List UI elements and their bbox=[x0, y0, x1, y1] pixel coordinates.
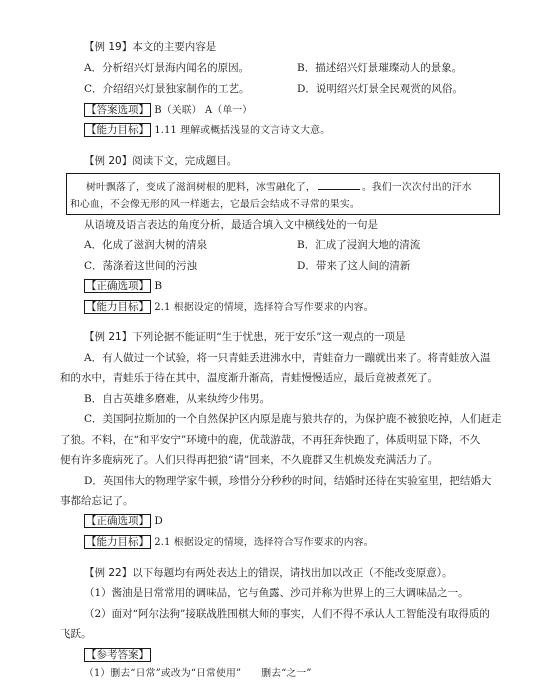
ex22-question: 以下每题均有两处表达上的错误，请找出加以改正（不能改变原意）。 bbox=[132, 567, 453, 579]
ex21-heading: 【例 21】下列论据不能证明“生于忧患，死于安乐”这一观点的一项是 bbox=[84, 331, 406, 343]
ex19-label: 例 19 bbox=[94, 41, 122, 53]
ex21-option-a-line-2: 和的水中，青蛙乐于待在其中，温度渐升渐高，青蛙慢慢适应，最后竟被煮死了。 bbox=[60, 372, 438, 384]
ex21-label: 例 21 bbox=[94, 331, 122, 343]
ex22-sentence-1: （1）酱油是日常常用的调味品，它与鱼露、沙司并称为世界上的三大调味品之一。 bbox=[84, 587, 469, 599]
ex22-sentence-2-line-2: 飞跃。 bbox=[60, 628, 92, 640]
ex19-heading: 【例 19】本文的主要内容是 bbox=[84, 41, 217, 53]
ex21-goal-value: 2.1 根据设定的情境，选择符合写作要求的内容。 bbox=[154, 537, 374, 548]
ex20-option-c: C．荡涤着这世间的污浊 bbox=[84, 260, 198, 272]
ex21-option-c-line-3: 便有许多鹿病死了。人们只得再把狼“请”回来，不久鹿群又生机焕发充满活力了。 bbox=[60, 454, 439, 466]
ex19-answer-value: B（关联） A（单一） bbox=[154, 105, 253, 116]
ex21-answer bbox=[84, 514, 163, 528]
ex22-reference-heading bbox=[84, 648, 151, 662]
ex20-passage-line-2: 和心血，不会像无形的风一样逝去，它最后会结成不寻常的果实。 bbox=[70, 199, 360, 210]
ex19-option-b: B．描述绍兴灯景璀璨动人的景象。 bbox=[297, 62, 463, 74]
fill-in-blank bbox=[318, 179, 360, 190]
ex21-option-c-line-2: 了狼。不料，在“和平安宁”环境中的鹿，优哉游哉，不再狂奔快跑了，体质明显下降，不久 bbox=[60, 434, 481, 446]
ex22-reference-1: （1）删去“日常”或改为“日常使用” 删去“之一” bbox=[84, 668, 312, 679]
ex20-prompt: 从语境及语言表达的角度分析，最适合填入文中横线处的一句是 bbox=[84, 219, 378, 231]
ex21-goal-tag: 【能力目标】 bbox=[86, 536, 149, 548]
ex20-answer-value: B bbox=[154, 280, 163, 292]
ex19-goal-tag: 【能力目标】 bbox=[86, 124, 149, 136]
ex20-option-d: D．带来了这人间的清新 bbox=[297, 260, 411, 272]
ex19-goal-value: 1.11 理解或概括浅显的文言诗文大意。 bbox=[154, 125, 331, 136]
ex20-heading: 【例 20】阅读下文，完成题目。 bbox=[84, 155, 238, 167]
ex19-question: 本文的主要内容是 bbox=[132, 41, 217, 53]
ex21-answer-value: D bbox=[154, 515, 163, 527]
ex22-reference-tag: 【参考答案】 bbox=[86, 649, 149, 661]
ex22-heading: 【例 22】以下每题均有两处表达上的错误，请找出加以改正（不能改变原意）。 bbox=[84, 567, 453, 579]
ex20-goal-value: 2.1 根据设定的情境，选择符合写作要求的内容。 bbox=[154, 302, 374, 313]
ex20-option-b: B．汇成了浸润大地的清流 bbox=[297, 239, 421, 251]
ex20-question: 阅读下文，完成题目。 bbox=[132, 155, 238, 167]
ex22-sentence-2-line-1: （2）面对“阿尔法狗”接联战胜围棋大师的事实，人们不得不承认人工智能没有取得质的 bbox=[84, 608, 490, 620]
ex21-option-b: B．自古英雄多磨难，从来纨绔少伟男。 bbox=[84, 393, 271, 405]
ex20-option-a: A．化成了滋润大树的清泉 bbox=[84, 239, 208, 251]
ex19-answer-tag: 【答案选项】 bbox=[86, 104, 149, 116]
ex19-answer bbox=[84, 103, 252, 118]
ex20-goal bbox=[84, 300, 374, 315]
ex21-option-d-line-1: D．英国伟大的物理学家牛顿，珍惜分分秒秒的时间，结婚时还待在实验室里，把结婚大 bbox=[84, 475, 492, 487]
ex20-answer-tag: 【正确选项】 bbox=[86, 280, 149, 292]
ex20-label: 例 20 bbox=[94, 155, 122, 167]
ex21-option-a-line-1: A．有人做过一个试验，将一只青蛙丢进沸水中，青蛙奋力一蹦就出来了。将青蛙放入温 bbox=[84, 352, 491, 364]
ex20-answer bbox=[84, 279, 162, 293]
ex19-option-c: C．介绍绍兴灯景独家制作的工艺。 bbox=[84, 83, 250, 95]
ex20-passage-line-1: 树叶飘落了，变成了滋润树根的肥料，冰雪融化了， 。我们一次次付出的汗水 bbox=[86, 179, 472, 195]
ex22-label: 例 22 bbox=[94, 567, 122, 579]
ex19-goal bbox=[84, 123, 330, 138]
ex20-goal-tag: 【能力目标】 bbox=[86, 301, 149, 313]
ex21-answer-tag: 【正确选项】 bbox=[86, 515, 149, 527]
ex19-option-d: D．说明绍兴灯景全民观赏的风俗。 bbox=[297, 83, 463, 95]
ex21-goal bbox=[84, 535, 374, 550]
ex19-option-a: A．分析绍兴灯景海内闻名的原因。 bbox=[84, 62, 250, 74]
ex21-option-c-line-1: C．美国阿拉斯加的一个自然保护区内原是鹿与狼共存的，为保护鹿不被狼吃掉，人们赶走 bbox=[84, 413, 502, 425]
ex21-option-d-line-2: 事都给忘记了。 bbox=[60, 495, 134, 507]
ex21-question: 下列论据不能证明“生于忧患，死于安乐”这一观点的一项是 bbox=[132, 331, 406, 343]
